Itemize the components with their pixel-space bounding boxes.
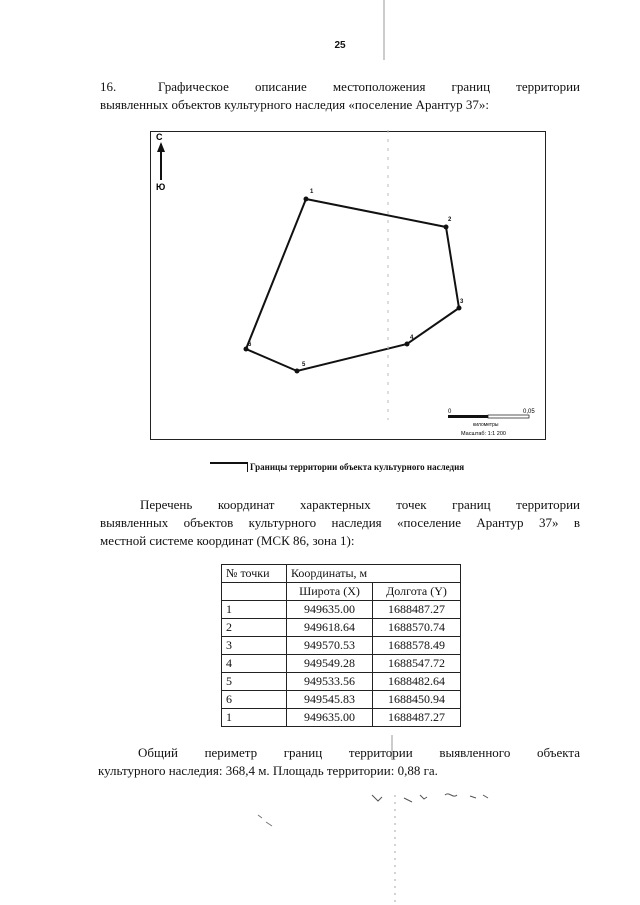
table-subheader-row	[222, 583, 461, 601]
map-point-label-1: 1	[310, 189, 314, 195]
latitude-cell: 949549.28	[287, 655, 373, 673]
longitude-cell: 1688578.49	[373, 637, 461, 655]
col-point-number-header: № точки	[222, 565, 287, 583]
compass-icon	[156, 132, 165, 192]
list-intro-line-2: выявленных объектов культурного наследия «поселение Арантур 37» в	[100, 515, 580, 530]
summary-paragraph	[98, 744, 580, 780]
map-point-label-2: 2	[448, 217, 452, 223]
map-point-4	[405, 342, 410, 347]
col-latitude-header: Широта (X)	[287, 583, 373, 601]
page-number: 25	[334, 40, 346, 51]
latitude-cell: 949635.00	[287, 601, 373, 619]
longitude-cell: 1688482.64	[373, 673, 461, 691]
coordinates-table	[221, 564, 461, 727]
empty-header-cell	[222, 583, 287, 601]
summary-line-1: Общий периметр границ территории выявленного объекта	[138, 745, 580, 760]
table-row	[222, 673, 461, 691]
longitude-cell: 1688450.94	[373, 691, 461, 709]
scale-caption: Масштаб: 1:1 200	[461, 431, 506, 437]
summary-line-2: культурного наследия: 368,4 м. Площадь территории: 0,88 га.	[98, 763, 438, 778]
list-intro-line-3: местной системе координат (МСК 86, зона 1):	[100, 533, 355, 548]
map-point-5	[295, 369, 300, 374]
heading-line-1: Графическое описание местоположения границ территории	[158, 79, 580, 94]
longitude-cell: 1688547.72	[373, 655, 461, 673]
boundary-polygon	[246, 199, 459, 371]
table-row	[222, 691, 461, 709]
compass-south-label: Ю	[156, 182, 166, 192]
point-number-cell: 3	[222, 637, 287, 655]
table-row	[222, 655, 461, 673]
latitude-cell: 949635.00	[287, 709, 373, 727]
longitude-cell: 1688487.27	[373, 709, 461, 727]
map-point-label-5: 5	[302, 362, 306, 368]
point-number-cell: 1	[222, 601, 287, 619]
point-number-cell: 4	[222, 655, 287, 673]
coordinates-group-header: Координаты, м	[287, 565, 461, 583]
list-intro-line-1: Перечень координат характерных точек границ территории	[140, 497, 580, 512]
point-number-cell: 5	[222, 673, 287, 691]
boundary-map	[150, 131, 546, 440]
section-heading	[100, 78, 580, 114]
scale-bar	[448, 409, 535, 437]
scale-end-label: 0,05	[523, 409, 535, 415]
list-intro-paragraph	[100, 496, 580, 550]
map-point-label-4: 4	[410, 335, 414, 341]
scale-start-label: 0	[448, 409, 452, 415]
scale-unit-label: километры	[473, 422, 499, 428]
map-point-1	[304, 197, 309, 202]
latitude-cell: 949570.53	[287, 637, 373, 655]
compass-arrow-icon	[157, 142, 165, 152]
boundary-map-canvas	[151, 132, 547, 441]
table-row	[222, 601, 461, 619]
map-point-3	[457, 306, 462, 311]
signature-scribble	[372, 794, 488, 802]
table-row	[222, 637, 461, 655]
map-point-label-3: 3	[460, 299, 464, 305]
latitude-cell: 949533.56	[287, 673, 373, 691]
legend-label: Границы территории объекта культурного наследия	[250, 462, 465, 472]
compass-north-label: С	[156, 132, 163, 142]
longitude-cell: 1688487.27	[373, 601, 461, 619]
section-number: 16.	[100, 79, 117, 94]
latitude-cell: 949545.83	[287, 691, 373, 709]
scale-segment-dark	[448, 415, 488, 418]
scale-segment-light	[488, 415, 529, 418]
point-number-cell: 6	[222, 691, 287, 709]
latitude-cell: 949618.64	[287, 619, 373, 637]
longitude-cell: 1688570.74	[373, 619, 461, 637]
heading-line-2: выявленных объектов культурного наследия «поселение Арантур 37»:	[100, 97, 490, 112]
map-legend	[210, 458, 464, 476]
table-header-row	[222, 565, 461, 583]
table-row	[222, 619, 461, 637]
point-number-cell: 2	[222, 619, 287, 637]
col-longitude-header: Долгота (Y)	[373, 583, 461, 601]
legend-line-icon	[210, 462, 248, 472]
table-row	[222, 709, 461, 727]
map-point-label-6: 6	[248, 342, 252, 348]
map-point-2	[444, 225, 449, 230]
scan-speck	[258, 815, 272, 826]
point-number-cell: 1	[222, 709, 287, 727]
